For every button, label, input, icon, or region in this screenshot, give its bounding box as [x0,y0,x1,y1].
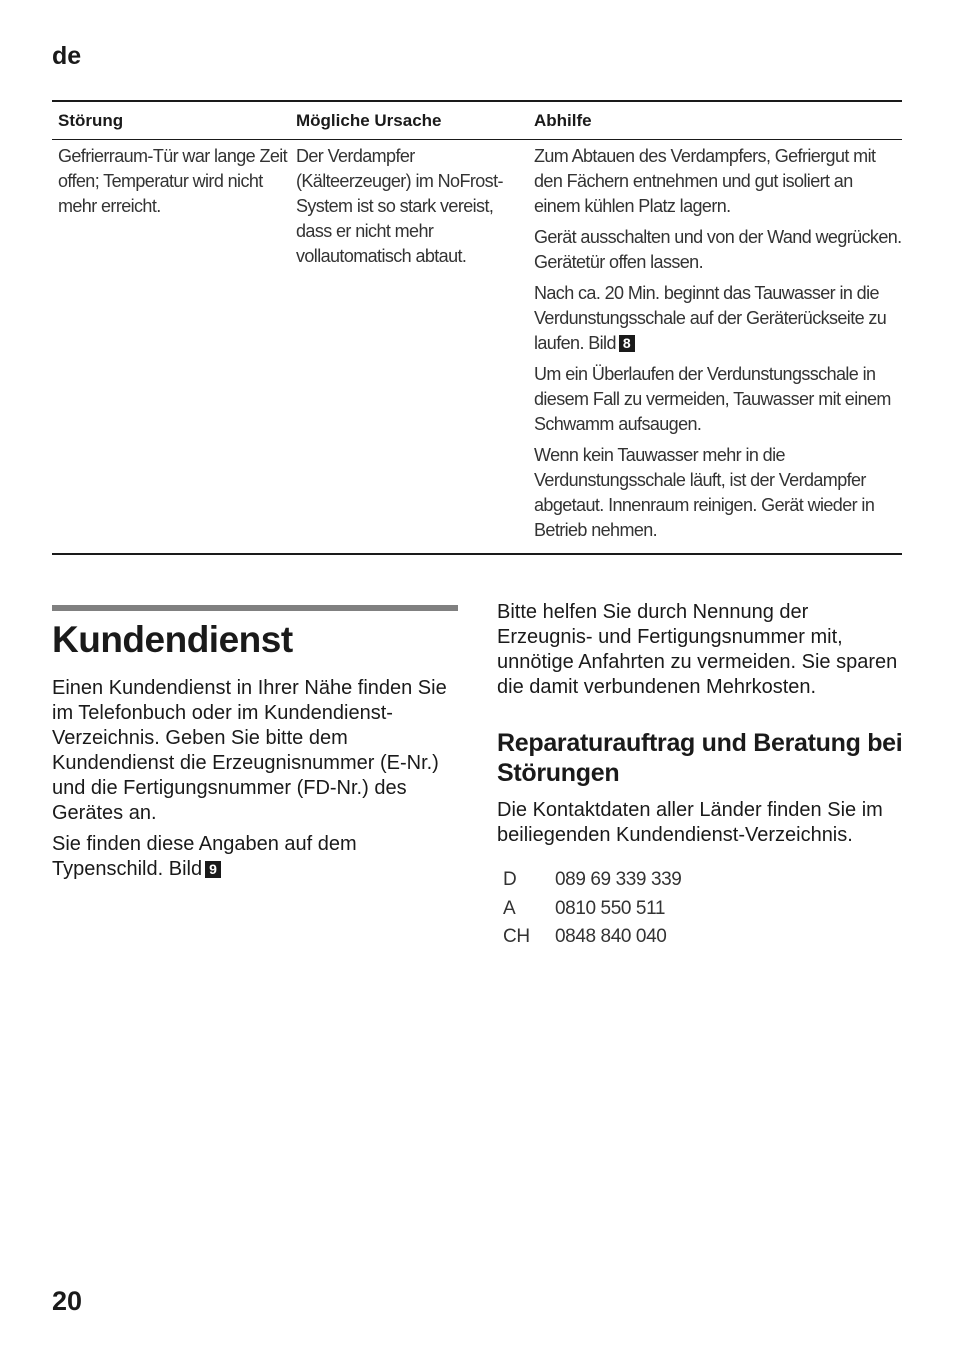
left-column [52,676,458,888]
figure-reference: 8 [619,335,635,352]
remedy-step: Wenn kein Tauwasser mehr in die Verdunstungsschale läuft, ist der Verdampfer abgetaut. Innenraum reinigen. Gerät wieder in Betrieb nehmen. [534,445,875,540]
phone-number: 0848 840 040 [555,926,667,947]
country-code: D [503,869,517,890]
body-paragraph: Einen Kundendienst in Ihrer Nähe finden Sie im Telefonbuch oder im Kundendienst-Verzeichnis. Geben Sie bitte dem Kundendienst die Erzeugnisnummer (E-Nr.) und die Fertigungsnummer (FD-Nr.) des Gerätes an. [52,677,447,824]
troubleshooting-table [52,100,902,555]
fault-cell: Gefrierraum-Tür war lange Zeit offen; Temperatur wird nicht mehr erreicht. [58,146,288,216]
list-item [497,895,907,924]
language-marker: de [52,42,82,70]
figure-reference: 9 [205,861,221,878]
body-paragraph: Bitte helfen Sie durch Nennung der Erzeugnis- und Fertigungsnummer mit, unnötige Anfahrten zu vermeiden. Sie sparen die damit verbundenen Mehrkosten. [497,601,898,698]
remedy-step: Gerät ausschalten und von der Wand wegrücken. Gerätetür offen lassen. [534,227,902,272]
remedy-step: Zum Abtauen des Verdampfers, Gefriergut mit den Fächern entnehmen und gut isoliert an einem kühlen Platz lagern. [534,146,876,216]
subsection-title: Reparaturauftrag und Beratung bei Störungen [497,729,903,787]
body-paragraph: Die Kontaktdaten aller Länder finden Sie im beiliegenden Kundendienst-Verzeichnis. [497,799,883,846]
column-header-remedy: Abhilfe [534,110,592,130]
list-item [497,923,907,952]
contact-list [497,866,907,952]
remedy-step-text: Nach ca. 20 Min. beginnt das Tauwasser in die Verdunstungsschale auf der Geräterückseite zu laufen. Bild [534,283,887,353]
body-paragraph [52,832,458,882]
list-item [497,866,907,895]
country-code: CH [503,926,530,947]
section-title: Kundendienst [52,619,293,660]
remedy-step: Um ein Überlaufen der Verdunstungsschale in diesem Fall zu vermeiden, Tauwasser mit einem Schwamm aufsaugen. [534,364,891,434]
right-column [497,600,907,952]
column-header-cause: Mögliche Ursache [296,110,442,130]
cause-cell: Der Verdampfer (Kälteerzeuger) im NoFrost-System ist so stark vereist, dass er nicht mehr vollautomatisch abtaut. [296,146,503,266]
body-paragraph-text: Sie finden diese Angaben auf dem Typenschild. Bild [52,833,357,880]
country-code: A [503,897,516,919]
page-number: 20 [52,1286,83,1316]
remedy-cell [528,144,902,543]
section-divider [52,605,458,611]
column-header-fault: Störung [58,110,124,130]
table-header [52,102,902,140]
table-row [52,140,902,553]
remedy-step [534,281,902,356]
phone-number: 0810 550 511 [555,897,666,919]
phone-number: 089 69 339 339 [555,869,682,890]
